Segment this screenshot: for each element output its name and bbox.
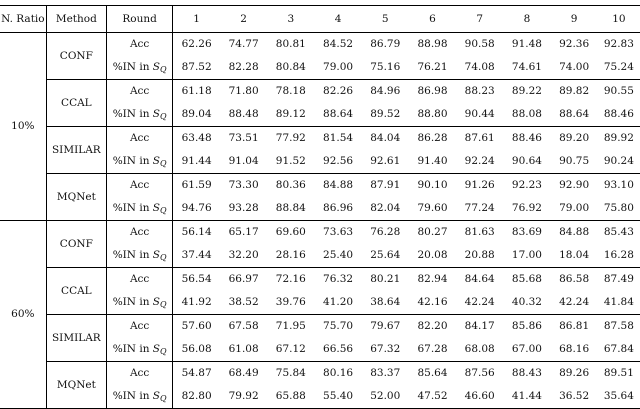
value-cell: 80.16	[323, 367, 354, 379]
header-round-5: 5	[381, 13, 389, 25]
metric-label-acc: Acc	[106, 80, 172, 104]
metric-label-acc: Acc	[106, 127, 172, 151]
value-cell: 84.64	[464, 273, 495, 285]
value-cell: 93.10	[603, 179, 634, 191]
metric-label-subscript: Q	[160, 300, 167, 309]
value-cell: 81.54	[323, 132, 354, 144]
value-cell: 74.00	[551, 56, 598, 80]
value-cell: 18.04	[551, 244, 598, 268]
metric-label-subscript: Q	[160, 347, 167, 356]
value-cell: 35.64	[598, 385, 640, 409]
value-cell: 89.92	[603, 132, 634, 144]
value-cell: 84.52	[323, 38, 354, 50]
metric-label-acc: Acc	[106, 268, 172, 292]
metric-label-in-sq	[106, 56, 172, 80]
value-cell: 90.24	[598, 150, 640, 174]
metric-label-variable: S	[152, 249, 160, 261]
value-cell: 65.88	[267, 385, 314, 409]
value-cell: 88.08	[503, 103, 550, 127]
metric-label-prefix: %IN in	[112, 108, 153, 120]
value-cell: 82.20	[417, 320, 448, 332]
value-cell: 56.54	[181, 273, 212, 285]
header-round-8: 8	[523, 13, 531, 25]
metric-label-acc: Acc	[106, 33, 172, 57]
value-cell: 86.98	[417, 85, 448, 97]
value-cell: 68.49	[228, 367, 259, 379]
value-cell: 79.67	[370, 320, 401, 332]
value-cell: 42.24	[551, 291, 598, 315]
value-cell: 84.88	[559, 226, 590, 238]
value-cell: 73.63	[323, 226, 354, 238]
method-cell: CONF	[46, 221, 106, 268]
value-cell: 56.14	[181, 226, 212, 238]
value-cell: 67.12	[267, 338, 314, 362]
value-cell: 41.20	[314, 291, 361, 315]
value-cell: 82.94	[417, 273, 448, 285]
acc-row	[0, 174, 640, 198]
value-cell: 79.00	[551, 197, 598, 221]
value-cell: 67.84	[598, 338, 640, 362]
noise-ratio-cell: 60%	[0, 221, 46, 409]
value-cell: 87.58	[603, 320, 634, 332]
value-cell: 82.26	[323, 85, 354, 97]
value-cell: 38.64	[362, 291, 409, 315]
metric-label-prefix: %IN in	[112, 61, 153, 73]
header-round-9: 9	[570, 13, 578, 25]
value-cell: 88.64	[314, 103, 361, 127]
value-cell: 65.17	[228, 226, 259, 238]
metric-label-in-sq	[106, 150, 172, 174]
metric-label-in-sq	[106, 291, 172, 315]
value-cell: 41.92	[173, 291, 220, 315]
value-cell: 92.23	[511, 179, 542, 191]
value-cell: 86.81	[559, 320, 590, 332]
value-cell: 74.08	[456, 56, 503, 80]
value-cell: 94.76	[173, 197, 220, 221]
value-cell: 78.18	[275, 85, 306, 97]
value-cell: 90.55	[603, 85, 634, 97]
value-cell: 85.43	[603, 226, 634, 238]
metric-label-subscript: Q	[160, 206, 167, 215]
acc-row	[0, 33, 640, 57]
value-cell: 42.24	[456, 291, 503, 315]
value-cell: 85.68	[511, 273, 542, 285]
value-cell: 28.16	[267, 244, 314, 268]
value-cell: 83.37	[370, 367, 401, 379]
header-round-2: 2	[240, 13, 247, 25]
method-cell: SIMILAR	[46, 127, 106, 174]
value-cell: 38.52	[220, 291, 267, 315]
value-cell: 80.81	[275, 38, 306, 50]
acc-row	[0, 221, 640, 245]
value-cell: 54.87	[181, 367, 212, 379]
value-cell: 73.51	[228, 132, 259, 144]
value-cell: 89.20	[559, 132, 590, 144]
header-round-6: 6	[429, 13, 436, 25]
value-cell: 85.64	[417, 367, 448, 379]
value-cell: 80.21	[370, 273, 401, 285]
value-cell: 62.26	[181, 38, 212, 50]
header-round-7: 7	[476, 13, 484, 25]
value-cell: 87.52	[173, 56, 220, 80]
value-cell: 92.61	[362, 150, 409, 174]
value-cell: 87.49	[603, 273, 634, 285]
metric-label-subscript: Q	[160, 394, 167, 403]
value-cell: 91.52	[267, 150, 314, 174]
value-cell: 79.92	[220, 385, 267, 409]
method-cell: CCAL	[46, 80, 106, 127]
value-cell: 91.40	[409, 150, 456, 174]
acc-row	[0, 362, 640, 386]
value-cell: 79.60	[409, 197, 456, 221]
metric-label-variable: S	[152, 155, 160, 167]
value-cell: 90.58	[464, 38, 495, 50]
value-cell: 77.92	[275, 132, 306, 144]
value-cell: 16.28	[598, 244, 640, 268]
value-cell: 67.28	[409, 338, 456, 362]
metric-label-variable: S	[152, 61, 160, 73]
metric-label-in-sq	[106, 244, 172, 268]
value-cell: 72.16	[275, 273, 306, 285]
value-cell: 55.40	[314, 385, 361, 409]
value-cell: 92.24	[456, 150, 503, 174]
value-cell: 82.80	[173, 385, 220, 409]
metric-label-prefix: %IN in	[112, 343, 153, 355]
metric-label-prefix: %IN in	[112, 390, 153, 402]
value-cell: 89.22	[511, 85, 542, 97]
metric-label-acc: Acc	[106, 221, 172, 245]
value-cell: 74.77	[228, 38, 259, 50]
value-cell: 36.52	[551, 385, 598, 409]
value-cell: 61.59	[181, 179, 212, 191]
metric-label-variable: S	[152, 108, 160, 120]
value-cell: 80.27	[417, 226, 448, 238]
value-cell: 89.12	[267, 103, 314, 127]
metric-label-variable: S	[152, 390, 160, 402]
value-cell: 40.32	[503, 291, 550, 315]
value-cell: 56.08	[173, 338, 220, 362]
value-cell: 66.56	[314, 338, 361, 362]
value-cell: 79.00	[314, 56, 361, 80]
metric-label-in-sq	[106, 338, 172, 362]
value-cell: 91.04	[220, 150, 267, 174]
value-cell: 88.46	[511, 132, 542, 144]
value-cell: 89.04	[173, 103, 220, 127]
value-cell: 84.88	[323, 179, 354, 191]
value-cell: 57.60	[181, 320, 212, 332]
value-cell: 68.08	[456, 338, 503, 362]
header-round: Round	[106, 6, 172, 33]
value-cell: 76.92	[503, 197, 550, 221]
value-cell: 90.64	[503, 150, 550, 174]
value-cell: 39.76	[267, 291, 314, 315]
method-cell: CONF	[46, 33, 106, 80]
value-cell: 92.90	[559, 179, 590, 191]
metric-label-subscript: Q	[160, 65, 167, 74]
value-cell: 83.69	[511, 226, 542, 238]
value-cell: 88.48	[220, 103, 267, 127]
acc-row	[0, 127, 640, 151]
noise-ratio-cell: 10%	[0, 33, 46, 221]
value-cell: 46.60	[456, 385, 503, 409]
value-cell: 61.08	[220, 338, 267, 362]
value-cell: 76.21	[409, 56, 456, 80]
value-cell: 47.52	[409, 385, 456, 409]
value-cell: 85.86	[511, 320, 542, 332]
value-cell: 68.16	[551, 338, 598, 362]
value-cell: 41.44	[503, 385, 550, 409]
value-cell: 88.64	[551, 103, 598, 127]
header-noise-ratio: N. Ratio	[0, 6, 46, 33]
value-cell: 75.80	[598, 197, 640, 221]
value-cell: 84.04	[370, 132, 401, 144]
value-cell: 67.00	[503, 338, 550, 362]
value-cell: 69.60	[275, 226, 306, 238]
metric-label-prefix: %IN in	[112, 155, 153, 167]
value-cell: 32.20	[220, 244, 267, 268]
value-cell: 52.00	[362, 385, 409, 409]
value-cell: 76.28	[370, 226, 401, 238]
value-cell: 61.18	[181, 85, 212, 97]
value-cell: 91.48	[511, 38, 542, 50]
value-cell: 20.88	[456, 244, 503, 268]
value-cell: 25.64	[362, 244, 409, 268]
metric-label-in-sq	[106, 197, 172, 221]
value-cell: 86.96	[314, 197, 361, 221]
value-cell: 92.83	[603, 38, 634, 50]
value-cell: 77.24	[456, 197, 503, 221]
value-cell: 66.97	[228, 273, 259, 285]
value-cell: 82.04	[362, 197, 409, 221]
value-cell: 90.10	[417, 179, 448, 191]
value-cell: 88.98	[417, 38, 448, 50]
value-cell: 93.28	[220, 197, 267, 221]
value-cell: 20.08	[409, 244, 456, 268]
value-cell: 80.36	[275, 179, 306, 191]
value-cell: 84.96	[370, 85, 401, 97]
value-cell: 82.28	[220, 56, 267, 80]
value-cell: 88.80	[409, 103, 456, 127]
metric-label-subscript: Q	[160, 112, 167, 121]
metric-label-acc: Acc	[106, 174, 172, 198]
value-cell: 89.26	[559, 367, 590, 379]
metric-label-variable: S	[152, 296, 160, 308]
metric-label-acc: Acc	[106, 362, 172, 386]
header-round-10: 10	[612, 13, 626, 25]
metric-label-in-sq	[106, 103, 172, 127]
value-cell: 75.70	[323, 320, 354, 332]
value-cell: 75.84	[275, 367, 306, 379]
method-cell: MQNet	[46, 362, 106, 409]
value-cell: 89.52	[362, 103, 409, 127]
value-cell: 74.61	[503, 56, 550, 80]
header-round-3: 3	[287, 13, 295, 25]
metric-label-subscript: Q	[160, 253, 167, 262]
metric-label-variable: S	[152, 202, 160, 214]
value-cell: 75.24	[598, 56, 640, 80]
value-cell: 67.32	[362, 338, 409, 362]
value-cell: 42.16	[409, 291, 456, 315]
value-cell: 92.36	[559, 38, 590, 50]
value-cell: 88.23	[464, 85, 495, 97]
value-cell: 89.82	[559, 85, 590, 97]
value-cell: 76.32	[323, 273, 354, 285]
value-cell: 89.51	[603, 367, 634, 379]
metric-label-acc: Acc	[106, 315, 172, 339]
value-cell: 88.43	[511, 367, 542, 379]
value-cell: 75.16	[362, 56, 409, 80]
value-cell: 87.91	[370, 179, 401, 191]
value-cell: 71.95	[275, 320, 306, 332]
value-cell: 90.44	[456, 103, 503, 127]
metric-label-prefix: %IN in	[112, 202, 153, 214]
header-method: Method	[46, 6, 106, 33]
metric-label-subscript: Q	[160, 159, 167, 168]
value-cell: 73.30	[228, 179, 259, 191]
header-round-4: 4	[334, 13, 342, 25]
value-cell: 17.00	[503, 244, 550, 268]
value-cell: 71.80	[228, 85, 259, 97]
value-cell: 88.46	[598, 103, 640, 127]
value-cell: 91.44	[173, 150, 220, 174]
value-cell: 67.58	[228, 320, 259, 332]
results-body	[0, 33, 640, 409]
value-cell: 88.84	[267, 197, 314, 221]
value-cell: 84.17	[464, 320, 495, 332]
method-cell: MQNet	[46, 174, 106, 221]
value-cell: 41.84	[598, 291, 640, 315]
metric-label-prefix: %IN in	[112, 296, 153, 308]
results-table	[0, 5, 640, 409]
value-cell: 87.56	[464, 367, 495, 379]
value-cell: 80.84	[267, 56, 314, 80]
value-cell: 37.44	[173, 244, 220, 268]
method-cell: CCAL	[46, 268, 106, 315]
value-cell: 91.26	[464, 179, 495, 191]
metric-label-in-sq	[106, 385, 172, 409]
value-cell: 90.75	[551, 150, 598, 174]
header-round-1: 1	[193, 13, 200, 25]
acc-row	[0, 80, 640, 104]
acc-row	[0, 315, 640, 339]
metric-label-variable: S	[152, 343, 160, 355]
value-cell: 25.40	[314, 244, 361, 268]
value-cell: 63.48	[181, 132, 212, 144]
value-cell: 86.79	[370, 38, 401, 50]
header-row	[0, 6, 640, 33]
method-cell: SIMILAR	[46, 315, 106, 362]
value-cell: 92.56	[314, 150, 361, 174]
metric-label-prefix: %IN in	[112, 249, 153, 261]
value-cell: 81.63	[464, 226, 495, 238]
value-cell: 86.58	[559, 273, 590, 285]
value-cell: 86.28	[417, 132, 448, 144]
value-cell: 87.61	[464, 132, 495, 144]
acc-row	[0, 268, 640, 292]
